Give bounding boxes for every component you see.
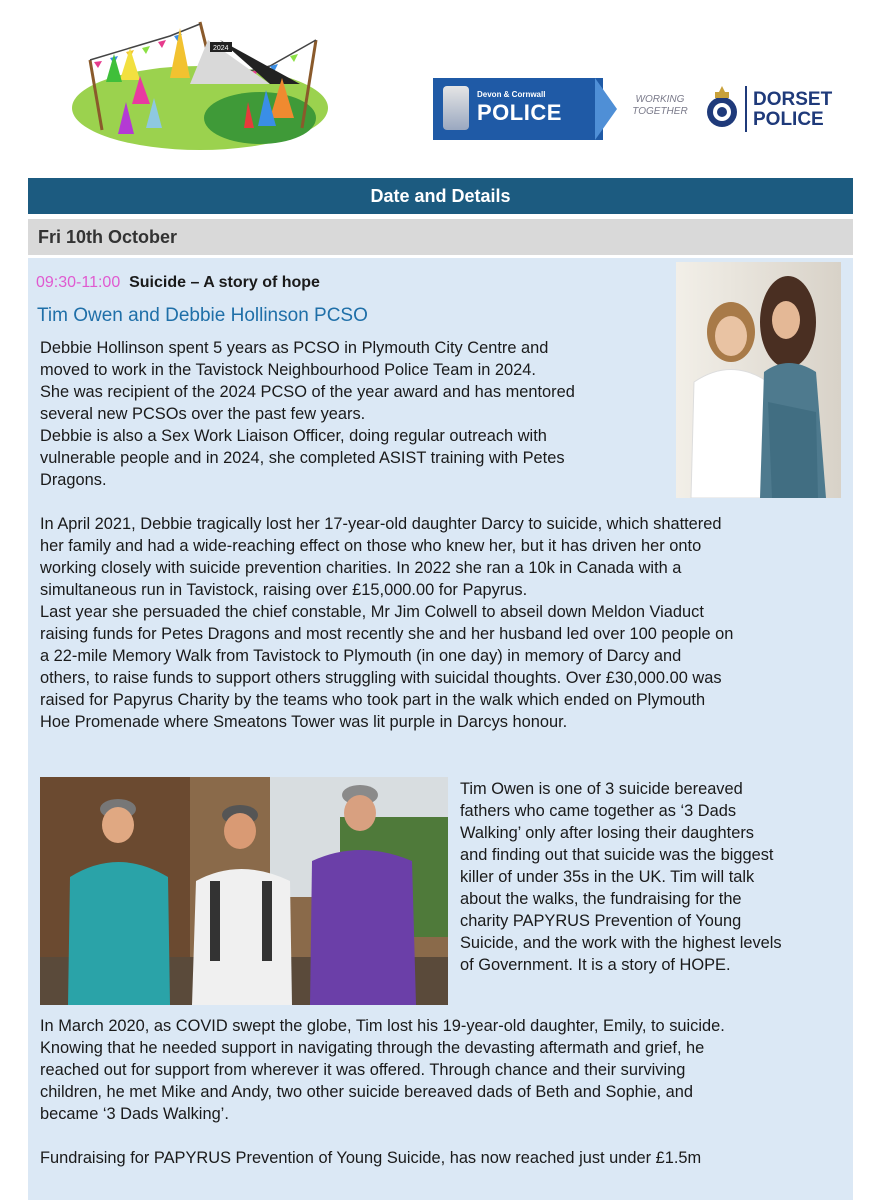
text-line: Suicide, and the work with the highest levels [460,934,782,952]
text-line: and finding out that suicide was the biggest [460,846,774,864]
speakers-heading: Tim Owen and Debbie Hollinson PCSO [37,305,368,326]
working-together-text [625,94,695,118]
text-line: several new PCSOs over the past few years. [40,405,366,423]
text-line: working closely with suicide prevention charities. In 2022 she ran a 10k in Canada with a [40,559,682,577]
text-line: vulnerable people and in 2024, she completed ASIST training with Petes [40,449,565,467]
bio-debbie [40,337,670,491]
working-together-line1: WORKING [635,94,685,105]
text-line: In April 2021, Debbie tragically lost her 17-year-old daughter Darcy to suicide, which shattered [40,515,722,533]
text-line: simultaneous run in Tavistock, raising over £15,000.00 for Papyrus. [40,581,528,599]
text-line: reached out for support from wherever it was offered. Through chance and their surviving [40,1061,686,1079]
text-line: about the walks, the fundraising for the [460,890,742,908]
event-date: Fri 10th October [38,227,178,247]
text-line: became ‘3 Dads Walking’. [40,1105,229,1123]
chevron-icon [595,78,617,140]
devon-cornwall-police-logo [433,78,603,140]
session-heading [36,272,320,294]
text-line: fathers who came together as ‘3 Dads [460,802,737,820]
text-line: Knowing that he needed support in navigating through the devasting aftermath and grief, he [40,1039,705,1057]
text-line: raising funds for Petes Dragons and most recently she and her husband led over 100 people on [40,625,734,643]
police-label-left: POLICE [477,100,562,125]
police-crest-icon [443,86,469,130]
text-line: Tim Owen is one of 3 suicide bereaved [460,780,743,798]
closing-line: Fundraising for PAPYRUS Prevention of Young Suicide, has now reached just under £1.5m [40,1149,702,1167]
text-line: charity PAPYRUS Prevention of Young [460,912,742,930]
story-debbie [40,513,855,733]
text-line: Walking’ only after losing their daughters [460,824,754,842]
section-title-bar: Date and Details [28,178,853,214]
three-dads-photo [40,777,448,1005]
dorset-police-logo-text [753,90,832,130]
text-line: others, to raise funds to support others struggling with suicidal thoughts. Over £30,000.00 was [40,669,722,687]
text-line: her family and had a wide-reaching effect on those who knew her, but it has driven her onto [40,537,702,555]
text-line: a 22-mile Memory Walk from Tavistock to Plymouth (in one day) in memory of Darcy and [40,647,682,665]
bio-tim [460,778,850,976]
dorset-police-crest-icon [705,84,739,132]
devon-cornwall-label: Devon & Cornwall [477,90,546,99]
text-line: raised for Papyrus Charity by the teams who took part in the walk which ended on Plymouth [40,691,706,709]
dorset-label: DORSET [753,89,833,110]
session-title: Suicide – A story of hope [129,274,320,291]
police-label-right: POLICE [753,109,824,130]
text-line: children, he met Mike and Andy, two other suicide bereaved dads of Beth and Sophie, and [40,1083,694,1101]
text-line: killer of under 35s in the UK. Tim will talk [460,868,755,886]
divider [745,86,747,132]
text-line: Hoe Promenade where Smeatons Tower was lit purple in Darcys honour. [40,713,568,731]
text-line: She was recipient of the 2024 PCSO of the year award and has mentored [40,383,575,401]
mother-daughter-photo [676,262,841,498]
police-partnership-banner [433,78,833,140]
text-line: moved to work in the Tavistock Neighbourhood Police Team in 2024. [40,361,536,379]
text-line: Dragons. [40,471,107,489]
text-line: of Government. It is a story of HOPE. [460,956,731,974]
text-line: Last year she persuaded the chief constable, Mr Jim Colwell to abseil down Meldon Viaduct [40,603,704,621]
working-together-line2: TOGETHER [632,106,688,117]
session-time: 09:30-11:00 [36,274,121,291]
text-line: In March 2020, as COVID swept the globe, Tim lost his 19-year-old daughter, Emily, to suicide. [40,1017,725,1035]
festival-logo-sign: 2024 [213,45,229,52]
text-line: Debbie Hollinson spent 5 years as PCSO in Plymouth City Centre and [40,339,549,357]
festival-logo [70,18,332,154]
text-line: Debbie is also a Sex Work Liaison Officer, doing regular outreach with [40,427,547,445]
date-bar [28,219,853,255]
story-tim [40,1015,855,1169]
